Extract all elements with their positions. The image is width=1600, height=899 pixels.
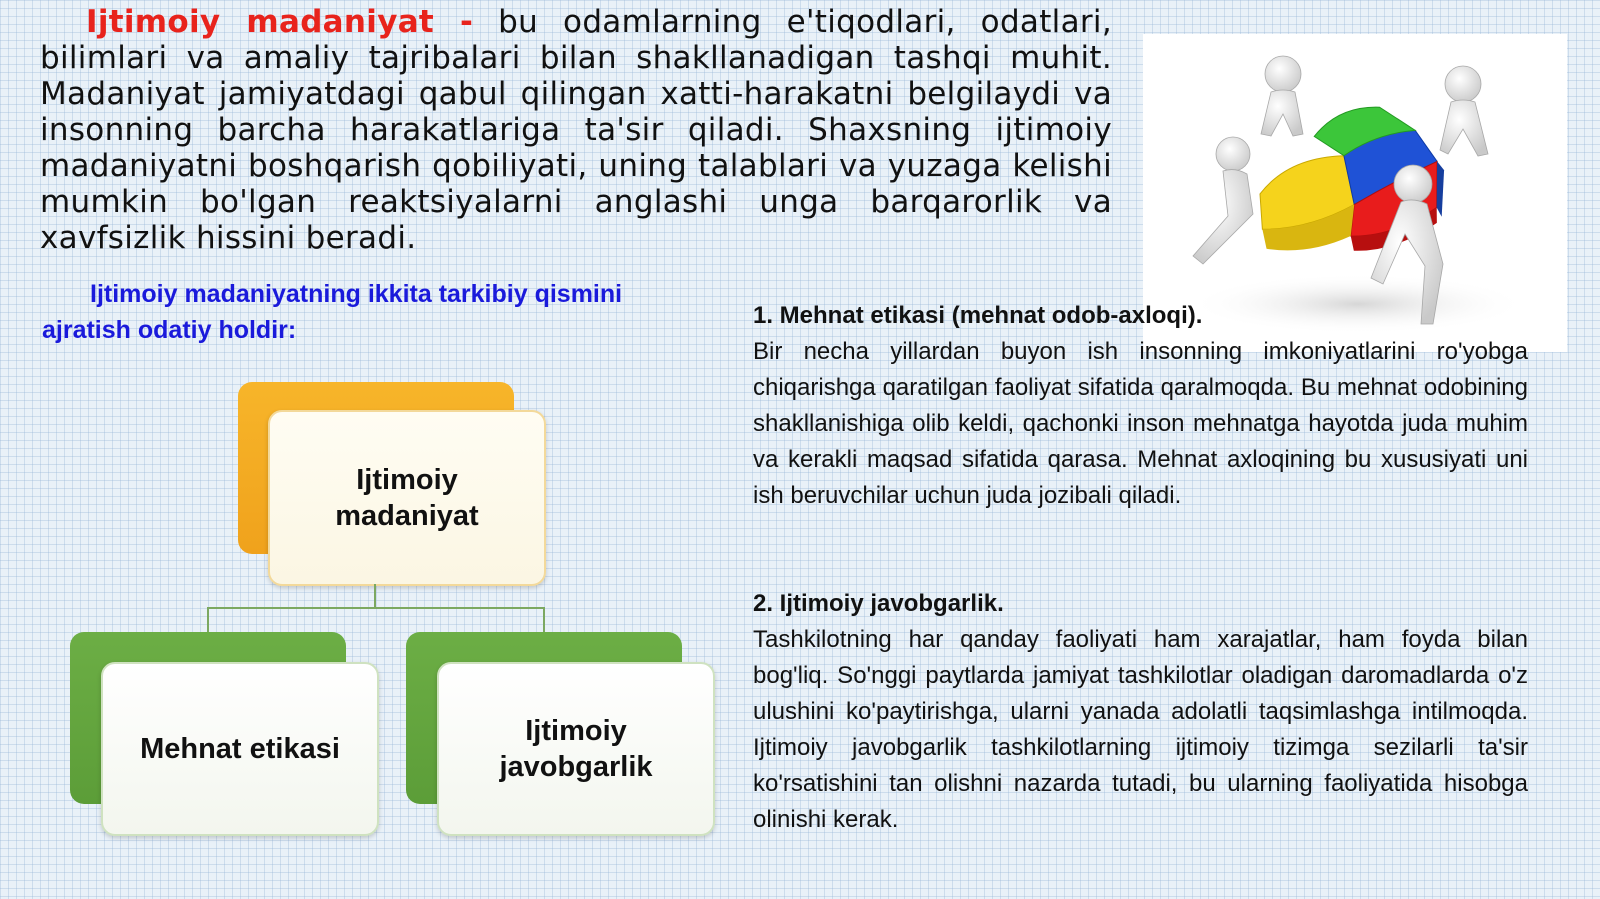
left-node	[101, 662, 379, 836]
root-node-label: Ijtimoiy madaniyat	[335, 464, 479, 532]
intro-term: Ijtimoiy madaniyat -	[86, 4, 474, 40]
connector-horizontal	[207, 607, 545, 609]
intro-paragraph	[40, 4, 1112, 256]
section-2-body: Tashkilotning har qanday faoliyati ham xarajatlar, ham foyda bilan bog'liq. So'nggi paytlarda jamiyat tashkilotlar oladigan daromadlarda o'z ulushini ko'paytirishga, ularni yanada adolatli taqsimlashga intilmoqda. Ijtimoiy javobgarlik tashkilotlarning ijtimoiy tizimga sezilarli ta'sir ko'rsatishini tan olishni nazarda tutadi, bu ularning faoliyatida hisobga olinishi kerak.	[753, 626, 1528, 833]
connector-right	[543, 607, 545, 633]
section-work-ethics	[753, 298, 1528, 514]
hierarchy-diagram	[0, 370, 720, 850]
intro-text: bu odamlarning e'tiqodlari, odatlari, bilimlari va amaliy tajribalari bilan shakllanadigan tashqi muhit. Madaniyat jamiyatdagi qabul qilingan xatti-harakatni belgilaydi va insonning barcha harakatlariga ta'sir qiladi. Shaxsning ijtimoiy madaniyatni boshqarish qobiliyati, uning talablari va yuzaga kelishi mumkin bo'lgan reaktsiyalarni anglashi unga barqarorlik va xavfsizlik hissini beradi.	[40, 4, 1112, 256]
section-2-title: 2. Ijtimoiy javobgarlik.	[753, 590, 1004, 617]
section-social-responsibility	[753, 586, 1528, 838]
section-1-title: 1. Mehnat etikasi (mehnat odob-axloqi).	[753, 302, 1203, 329]
root-node	[268, 410, 546, 586]
section-1-body: Bir necha yillardan buyon ish insonning imkoniyatlarini ro'yobga chiqarishga qaratilgan faoliyat sifatida qaralmoqda. Bu mehnat odobining shakllanishiga olib keldi, qachonki inson mehnatga hayotda juda muhim va kerakli maqsad sifatida qarasa. Mehnat axloqining bu xususiyati uni ish beruvchilar uchun juda jozibali qiladi.	[753, 338, 1528, 509]
connector-left	[207, 607, 209, 633]
right-node-label: Ijtimoiy javobgarlik	[499, 715, 653, 783]
subheading: Ijtimoiy madaniyatning ikkita tarkibiy qismini ajratish odatiy holdir:	[42, 280, 623, 344]
connector-vertical	[374, 584, 376, 608]
right-node	[437, 662, 715, 836]
left-node-label: Mehnat etikasi	[140, 733, 340, 765]
